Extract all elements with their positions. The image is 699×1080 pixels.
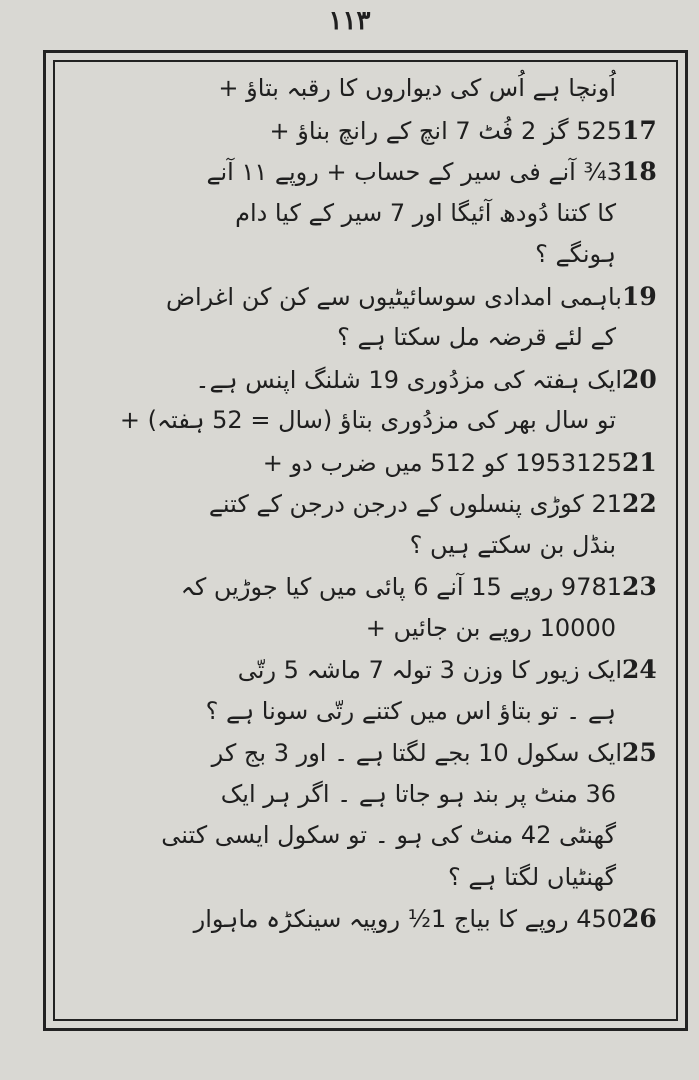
question-line — [66, 151, 666, 193]
continuation-line — [66, 815, 666, 857]
question-line — [66, 483, 666, 525]
question-text: 450 روپے کا بیاج 1½ روپیہ سینکڑہ ماہوار — [193, 905, 622, 933]
question-number: 19 — [622, 281, 657, 311]
question-number: 23 — [622, 572, 657, 601]
question-line — [66, 442, 666, 484]
question-text: 36 منٹ پر بند ہو جاتا ہے ۔ اگر ہر ایک — [220, 779, 616, 808]
question-text: ایک سکول 10 بجے لگتا ہے ۔ اور 3 بج کر — [211, 739, 622, 767]
question-number: 20 — [622, 364, 657, 394]
question-text: تو سال بھر کی مزدُوری بتاؤ (سال = 52 ہفتہ) + — [119, 406, 616, 434]
question-line — [66, 732, 666, 774]
question-line — [66, 276, 666, 318]
question-text: 1953125 کو 512 میں ضرب دو + — [262, 448, 622, 477]
question-text: بنڈل بن سکتے ہیں ؟ — [409, 530, 616, 559]
continuation-line — [66, 691, 666, 733]
question-line — [66, 898, 666, 940]
question-text: گھنٹیاں لگتا ہے ؟ — [447, 862, 616, 891]
question-line — [66, 649, 666, 691]
question-text: 3¾ آنے فی سیر کے حساب + روپے ۱۱ آنے — [206, 158, 622, 186]
question-number: 26 — [622, 904, 657, 933]
question-line — [66, 110, 666, 152]
question-text: باہمی امدادی سوسائیٹیوں سے کن کن اغراض — [165, 282, 622, 311]
continuation-line — [66, 774, 666, 816]
question-text: 21 کوڑی پنسلوں کے درجن درجن کے کتنے — [208, 490, 622, 518]
continuation-line — [66, 857, 666, 899]
question-number: 21 — [622, 447, 657, 477]
question-text: اُونچا ہے اُس کی دیواروں کا رقبہ بتاؤ + — [218, 74, 616, 102]
continuation-line — [66, 400, 666, 442]
question-text: ہے ۔ تو بتاؤ اس میں کتنے رتّی سونا ہے ؟ — [205, 696, 616, 725]
question-number: 24 — [622, 655, 657, 684]
continuation-line — [66, 68, 666, 110]
continuation-line — [66, 193, 666, 235]
continuation-line — [66, 525, 666, 567]
question-text: گھنٹی 42 منٹ کی ہو ۔ تو سکول ایسی کتنی — [161, 821, 616, 849]
continuation-line — [66, 608, 666, 650]
question-text: کے لئے قرضہ مل سکتا ہے ؟ — [337, 323, 616, 351]
question-text: ایک زیور کا وزن 3 تولہ 7 ماشہ 5 رتّی — [237, 656, 622, 684]
question-text: ایک ہفتہ کی مزدُوری 19 شلنگ اپنس ہے۔ — [195, 365, 622, 394]
question-text: ہونگے ؟ — [535, 240, 616, 268]
question-text: کا کتنا دُودھ آئیگا اور 7 سیر کے کیا دام — [235, 198, 616, 227]
page-number: ۱۱۳ — [328, 6, 371, 36]
question-number: 25 — [622, 738, 657, 767]
continuation-line — [66, 317, 666, 359]
question-number: 22 — [622, 489, 657, 518]
question-text: 525 گز 2 فُٹ 7 انچ کے رانچ بناؤ + — [269, 116, 622, 145]
question-line — [66, 359, 666, 401]
question-line — [66, 566, 666, 608]
page-content — [66, 68, 666, 1013]
question-text: 9781 روپے 15 آنے 6 پائی میں کیا جوڑیں کہ — [180, 573, 622, 601]
question-number: 17 — [622, 115, 657, 145]
question-number: 18 — [622, 157, 657, 186]
continuation-line — [66, 234, 666, 276]
question-text: 10000 روپے بن جائیں + — [365, 613, 616, 642]
